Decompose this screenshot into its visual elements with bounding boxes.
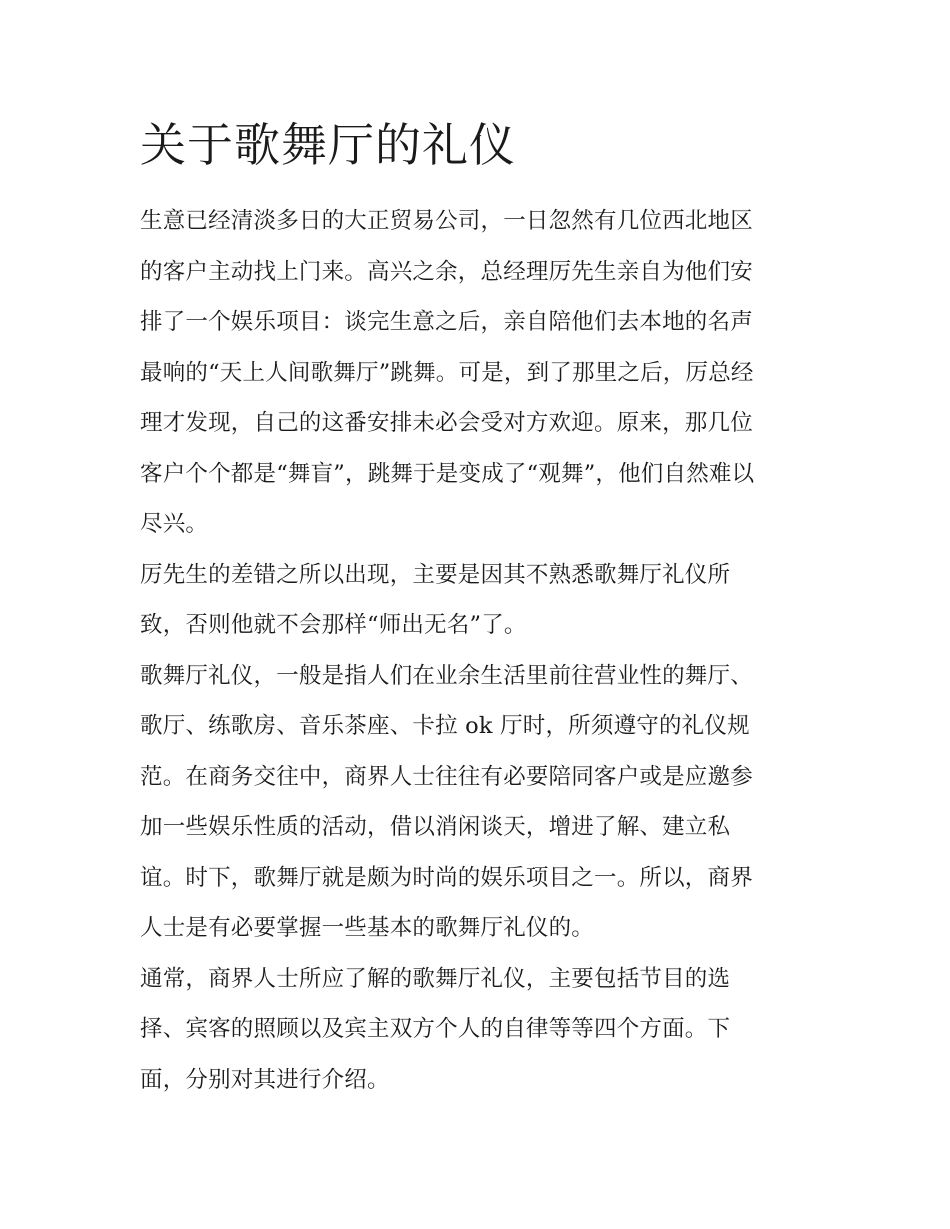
paragraph-3 [140,651,820,954]
paragraph-line: 理才发现，自己的这番安排未必会受对方欢迎。原来，那几位 [140,410,753,436]
paragraph-line: 人士是有必要掌握一些基本的歌舞厅礼仪的。 [140,915,595,941]
paragraph-line: 歌舞厅礼仪，一般是指人们在业余生活里前往营业性的舞厅、 [140,662,753,689]
document-page [140,112,820,1105]
paragraph-line: 择、宾客的照顾以及宾主双方个人的自律等等四个方面。下 [140,1016,731,1042]
paragraph-line: 尽兴。 [140,511,209,537]
document-title: 关于歌舞厅的礼仪 [140,118,516,172]
paragraph-line: 的客户主动找上门来。高兴之余，总经理厉先生亲自为他们安 [140,258,753,285]
paragraph-line: 范。在商务交往中，商界人士往往有必要陪同客户或是应邀参 [140,763,753,790]
paragraph-line: 加一些娱乐性质的活动，借以消闲谈天，增进了解、建立私 [140,814,731,840]
paragraph-line: 致，否则他就不会那样“师出无名”了。 [140,612,527,638]
paragraph-line: 生意已经清淡多日的大正贸易公司，一日忽然有几位西北地区 [140,208,753,234]
paragraph-line: 最响的“天上人间歌舞厅”跳舞。可是，到了那里之后，厉总经 [140,359,754,386]
paragraph-2 [140,550,820,651]
paragraph-line: 谊。时下，歌舞厅就是颇为时尚的娱乐项目之一。所以，商界 [140,864,753,891]
paragraph-line: 面，分别对其进行介绍。 [140,1066,390,1093]
paragraph-1 [140,196,820,550]
paragraph-4 [140,954,820,1106]
paragraph-line: 客户个个都是“舞盲”，跳舞于是变成了“观舞”，他们自然难以 [140,460,755,487]
paragraph-line: 歌厅、练歌房、音乐茶座、卡拉 ok 厅时，所须遵守的礼仪规 [140,713,750,739]
paragraph-line: 通常，商界人士所应了解的歌舞厅礼仪，主要包括节目的选 [140,965,731,992]
paragraph-line: 排了一个娱乐项目：谈完生意之后，亲自陪他们去本地的名声 [140,309,753,335]
paragraph-line: 厉先生的差错之所以出现，主要是因其不熟悉歌舞厅礼仪所 [140,561,731,588]
